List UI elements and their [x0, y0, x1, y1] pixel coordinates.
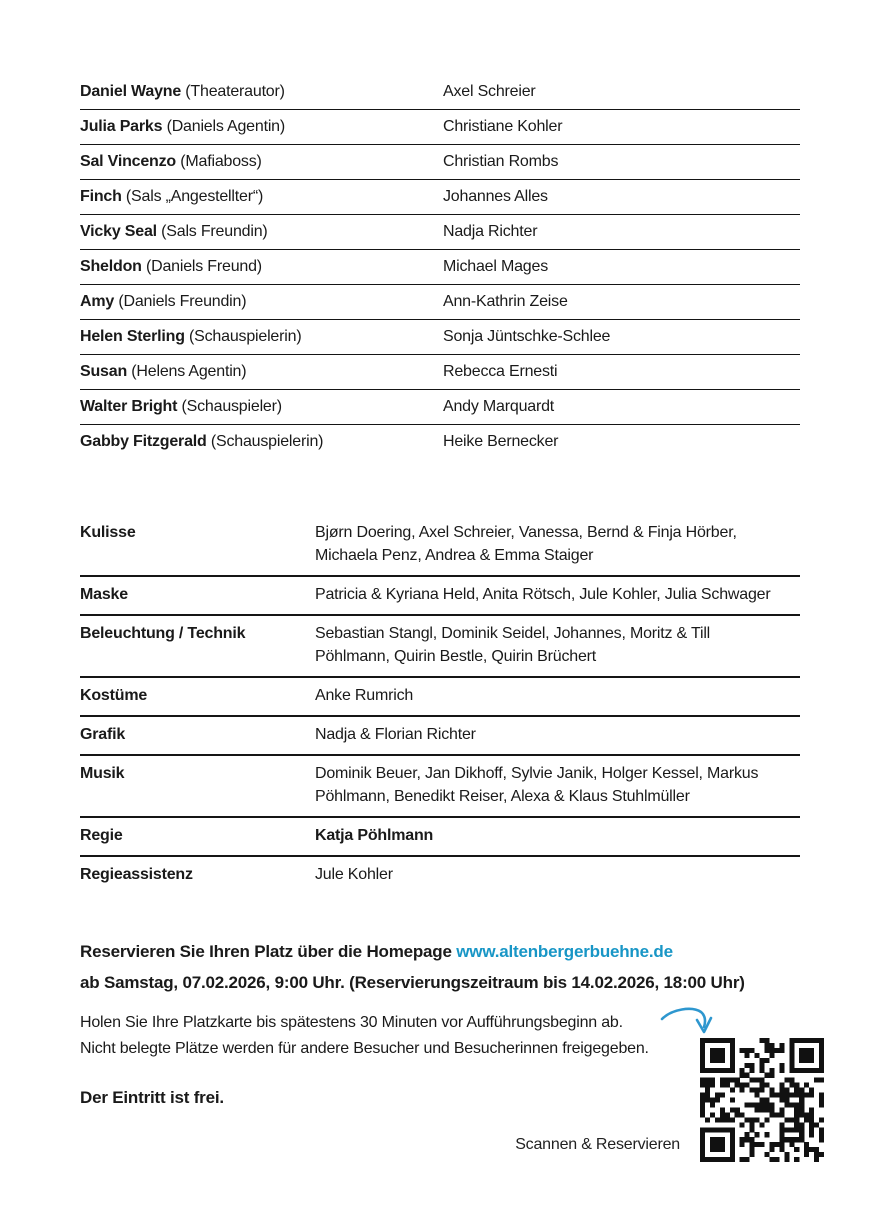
character-role: (Daniels Freundin)	[118, 293, 247, 310]
qr-caption: Scannen & Reservieren	[515, 1136, 680, 1153]
character-role: (Schauspieler)	[181, 398, 282, 415]
cast-row	[80, 285, 800, 320]
crew-names: Patricia & Kyriana Held, Anita Rötsch, Jule Kohler, Julia Schwager	[315, 586, 771, 603]
crew-role-label: Beleuchtung / Technik	[80, 625, 246, 642]
character-name: Julia Parks	[80, 118, 163, 135]
crew-role-label: Kostüme	[80, 687, 148, 704]
crew-row	[80, 678, 800, 717]
character-name: Amy	[80, 293, 115, 310]
reservation-line1	[80, 936, 800, 967]
character-role: (Daniels Freund)	[145, 258, 262, 275]
crew-row	[80, 577, 800, 616]
character-role: (Daniels Agentin)	[166, 118, 286, 135]
character-name: Gabby Fitzgerald	[80, 433, 207, 450]
qr-code-icon	[700, 1038, 824, 1162]
character-name: Vicky Seal	[80, 223, 157, 240]
crew-names: Nadja & Florian Richter	[315, 726, 476, 743]
cast-row	[80, 180, 800, 215]
pickup-line1: Holen Sie Ihre Platzkarte bis spätestens 30 Minuten vor Aufführungsbeginn ab.	[80, 1014, 623, 1031]
crew-role-label: Kulisse	[80, 524, 136, 541]
actor-name: Christiane Kohler	[443, 118, 563, 135]
arrow-to-qr-icon	[658, 1000, 720, 1042]
character-role: (Sals Freundin)	[161, 223, 268, 240]
crew-role-label: Grafik	[80, 726, 126, 743]
crew-names: Bjørn Doering, Axel Schreier, Vanessa, Bernd & Finja Hörber, Michaela Penz, Andrea & Emma Staiger	[315, 524, 737, 564]
crew-names: Jule Kohler	[315, 866, 393, 883]
crew-row	[80, 515, 800, 577]
character-role: (Schauspielerin)	[210, 433, 324, 450]
cast-row	[80, 390, 800, 425]
character-role: (Mafiaboss)	[180, 153, 262, 170]
cast-row	[80, 250, 800, 285]
crew-role-label: Regie	[80, 827, 123, 844]
actor-name: Axel Schreier	[443, 83, 536, 100]
reservation-info	[80, 936, 800, 998]
crew-row	[80, 857, 800, 894]
cast-table	[80, 75, 800, 459]
actor-name: Christian Rombs	[443, 153, 559, 170]
actor-name: Heike Bernecker	[443, 433, 559, 450]
crew-names: Katja Pöhlmann	[315, 827, 434, 844]
cast-row	[80, 110, 800, 145]
cast-row	[80, 355, 800, 390]
pickup-line2: Nicht belegte Plätze werden für andere Besucher und Besucherinnen freigegeben.	[80, 1040, 649, 1057]
crew-table	[80, 515, 800, 894]
character-role: (Helens Agentin)	[131, 363, 247, 380]
reservation-line2: ab Samstag, 07.02.2026, 9:00 Uhr. (Reservierungszeitraum bis 14.02.2026, 18:00 Uhr)	[80, 973, 745, 992]
crew-row	[80, 818, 800, 857]
actor-name: Michael Mages	[443, 258, 549, 275]
free-entry-note: Der Eintritt ist frei.	[80, 1088, 224, 1107]
actor-name: Nadja Richter	[443, 223, 538, 240]
crew-role-label: Maske	[80, 586, 128, 603]
crew-row	[80, 756, 800, 818]
cast-row	[80, 145, 800, 180]
crew-role-label: Musik	[80, 765, 125, 782]
character-name: Sal Vincenzo	[80, 153, 177, 170]
actor-name: Sonja Jüntschke-Schlee	[443, 328, 611, 345]
pickup-info	[80, 1010, 720, 1062]
crew-row	[80, 717, 800, 756]
reservation-text: Reservieren Sie Ihren Platz über die Homepage	[80, 942, 457, 961]
character-name: Walter Bright	[80, 398, 178, 415]
actor-name: Johannes Alles	[443, 188, 548, 205]
homepage-link[interactable]: www.altenbergerbuehne.de	[456, 942, 673, 961]
actor-name: Rebecca Ernesti	[443, 363, 558, 380]
crew-names: Dominik Beuer, Jan Dikhoff, Sylvie Janik, Holger Kessel, Markus Pöhlmann, Benedikt Reiser, Alexa & Klaus Stuhlmüller	[315, 765, 759, 805]
character-name: Daniel Wayne	[80, 83, 182, 100]
crew-names: Sebastian Stangl, Dominik Seidel, Johannes, Moritz & Till Pöhlmann, Quirin Bestle, Quirin Brüchert	[315, 625, 711, 665]
crew-role-label: Regieassistenz	[80, 866, 193, 883]
cast-row	[80, 320, 800, 355]
character-name: Sheldon	[80, 258, 142, 275]
character-name: Susan	[80, 363, 128, 380]
cast-row	[80, 425, 800, 459]
cast-row	[80, 215, 800, 250]
character-role: (Schauspielerin)	[189, 328, 302, 345]
actor-name: Andy Marquardt	[443, 398, 555, 415]
character-name: Finch	[80, 188, 122, 205]
crew-names: Anke Rumrich	[315, 687, 414, 704]
actor-name: Ann-Kathrin Zeise	[443, 293, 568, 310]
cast-row	[80, 75, 800, 110]
character-role: (Theaterautor)	[185, 83, 285, 100]
character-role: (Sals „Angestellter“)	[125, 188, 264, 205]
character-name: Helen Sterling	[80, 328, 185, 345]
crew-row	[80, 616, 800, 678]
